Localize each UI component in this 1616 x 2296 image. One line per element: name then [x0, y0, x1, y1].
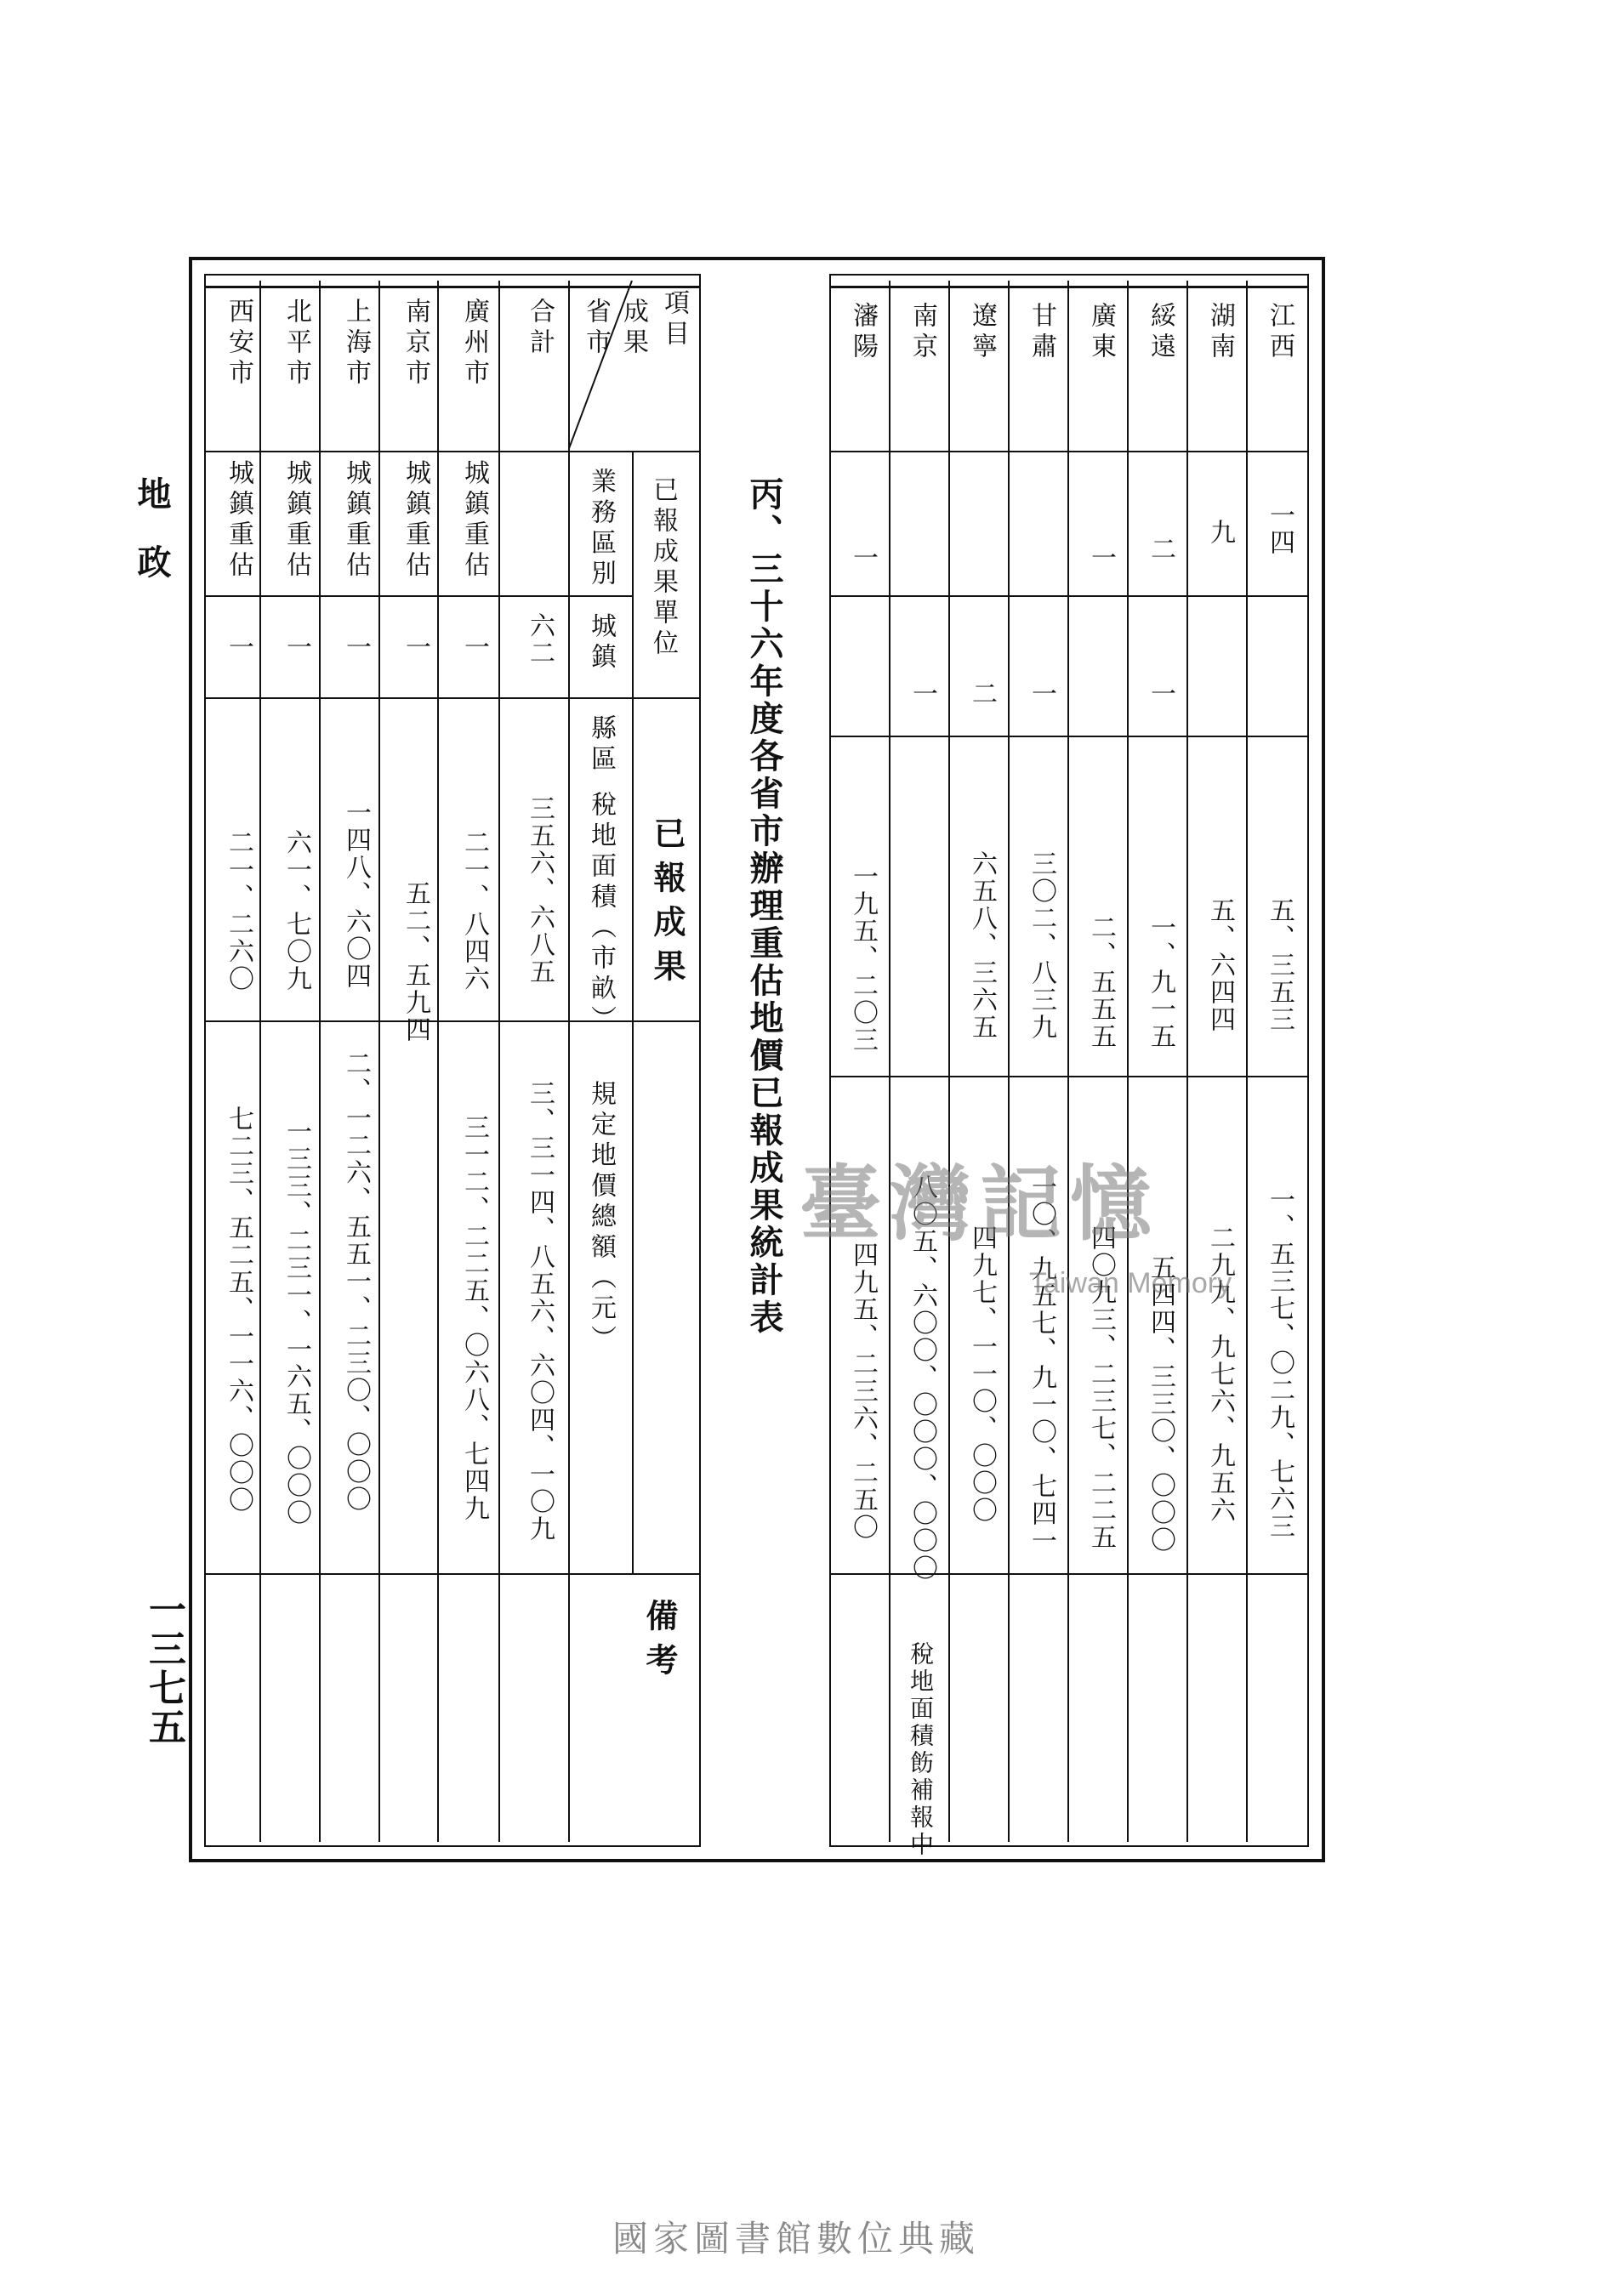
left-row-beiping-business: 城鎮重估	[282, 459, 311, 582]
left-row-beiping-region: 北平市	[282, 298, 311, 389]
left-row-guangzhou-region: 廣州市	[459, 298, 489, 389]
right-row-guangdong-region: 廣東	[1086, 302, 1116, 363]
right-row-liaoning-value: 四九七、一一〇、〇〇〇	[967, 1225, 997, 1524]
header-remarks: 備考	[640, 1599, 679, 1687]
right-row-shenyang-area: 一九五、二〇三	[848, 863, 878, 1054]
left-row-total-value: 三、三一四、八五六、六〇四、一〇九	[525, 1080, 555, 1543]
left-row-guangzhou-area: 二一、八四六	[459, 829, 489, 992]
header-tax-area: 稅地面積（市畝）	[586, 791, 616, 1036]
right-row-suiyuan-county: 一	[1146, 680, 1175, 708]
right-row-jiangxi-value: 一、五三七、〇二九、七六三	[1265, 1186, 1295, 1540]
header-reported-results: 已報成果	[648, 816, 686, 993]
right-row-gansu-region: 甘肅	[1027, 302, 1056, 363]
right-row-hunan-area: 五、六四四	[1205, 897, 1235, 1033]
right-row-jiangxi-area: 五、三五三	[1265, 897, 1295, 1033]
right-row-hunan-urban: 九	[1205, 519, 1235, 546]
left-row-xian-value: 七二三、五二五、一一六、〇〇〇	[224, 1105, 253, 1514]
left-row-xian-urban: 一	[224, 634, 253, 661]
right-row-suiyuan-area: 一、九一五	[1146, 914, 1175, 1050]
page-number: 一三七五	[142, 1590, 185, 1747]
left-row-shanghai-value: 二、一二六、五五一、二三〇、〇〇〇	[341, 1050, 371, 1513]
header-reported-units: 已報成果單位	[648, 476, 678, 660]
right-row-liaoning-area: 六五八、三六五	[967, 850, 997, 1041]
right-row-nanjing-value: 八〇五、六〇〇、〇〇〇、〇〇〇	[908, 1174, 937, 1582]
left-row-shanghai-urban: 一	[341, 634, 371, 661]
left-row-nanjing-urban: 一	[401, 634, 430, 661]
archive-footer: 國家圖書館數位典藏	[612, 2218, 981, 2259]
left-row-xian-area: 二一、二六〇	[224, 829, 253, 992]
right-row-guangdong-urban: 一	[1086, 544, 1116, 571]
right-row-suiyuan-region: 綏遠	[1146, 302, 1175, 363]
corner-result: 成果	[618, 298, 648, 359]
watermark-logo-zh: 臺灣記憶	[799, 1156, 1160, 1252]
right-row-hunan-value: 二九九、九七六、九五六	[1205, 1225, 1235, 1524]
left-row-beiping-value: 一三三、二三一、一六五、〇〇〇	[282, 1118, 311, 1526]
corner-region: 省市	[581, 298, 611, 359]
right-row-nanjing-remarks: 稅地面積飭補報中	[907, 1641, 935, 1859]
left-row-shanghai-area: 一四八、六〇四	[341, 799, 371, 990]
header-county: 縣區	[586, 714, 616, 776]
right-row-shenyang-urban: 一	[848, 544, 878, 571]
left-row-nanjing-area: 五二、五九四	[401, 880, 430, 1043]
header-land-value: 規定地價總額（元）	[586, 1080, 616, 1355]
corner-item: 項目	[659, 289, 689, 350]
right-row-gansu-value: 一〇、九五七、九一〇、七四一	[1027, 1174, 1056, 1554]
right-row-shenyang-region: 瀋陽	[848, 302, 878, 363]
header-business-area: 業務區別	[586, 468, 616, 590]
left-row-shanghai-region: 上海市	[341, 298, 371, 389]
right-row-nanjing-region: 南京	[908, 302, 937, 363]
right-row-guangdong-value: 四〇九三、二三七、二二五	[1086, 1225, 1116, 1551]
left-row-total-urban: 六二	[525, 612, 555, 667]
left-row-nanjing-region: 南京市	[401, 298, 430, 389]
left-row-nanjing-business: 城鎮重估	[401, 459, 430, 582]
left-row-shanghai-business: 城鎮重估	[341, 459, 371, 582]
right-row-gansu-county: 一	[1027, 680, 1056, 708]
left-row-total-area: 三五六、六八五	[525, 795, 555, 986]
right-row-liaoning-county: 二	[967, 680, 997, 708]
watermark-logo-en: Taiwan Memory	[1029, 1267, 1232, 1299]
right-row-liaoning-region: 遼寧	[967, 302, 997, 363]
left-row-guangzhou-value: 三一二、二二五、〇六八、七四九	[459, 1114, 489, 1522]
side-label: 地政	[132, 476, 172, 612]
left-row-guangzhou-urban: 一	[459, 634, 489, 661]
right-row-jiangxi-region: 江西	[1265, 302, 1295, 363]
table-title: 丙、三十六年度各省市辦理重估地價已報成果統計表	[744, 476, 784, 1337]
left-row-xian-business: 城鎮重估	[224, 459, 253, 582]
right-row-jiangxi-urban: 一四	[1265, 502, 1295, 556]
left-row-xian-region: 西安市	[224, 298, 253, 389]
left-row-beiping-area: 六一、七〇九	[282, 829, 311, 992]
right-row-guangdong-area: 二、五五五	[1086, 914, 1116, 1050]
left-row-guangzhou-business: 城鎮重估	[459, 459, 489, 582]
header-urban: 城鎮	[586, 612, 616, 673]
right-row-suiyuan-value: 五四四、三三〇、〇〇〇	[1146, 1254, 1175, 1554]
right-table	[829, 274, 1309, 1847]
left-row-beiping-urban: 一	[282, 634, 311, 661]
right-row-gansu-area: 三〇二、八三九	[1027, 850, 1056, 1041]
left-row-total-region: 合計	[525, 298, 555, 359]
right-row-shenyang-value: 四九五、二三六、二五〇	[848, 1242, 878, 1541]
right-row-suiyuan-urban: 二	[1146, 536, 1175, 563]
right-row-hunan-region: 湖南	[1205, 302, 1235, 363]
right-row-nanjing-county: 一	[908, 680, 937, 708]
